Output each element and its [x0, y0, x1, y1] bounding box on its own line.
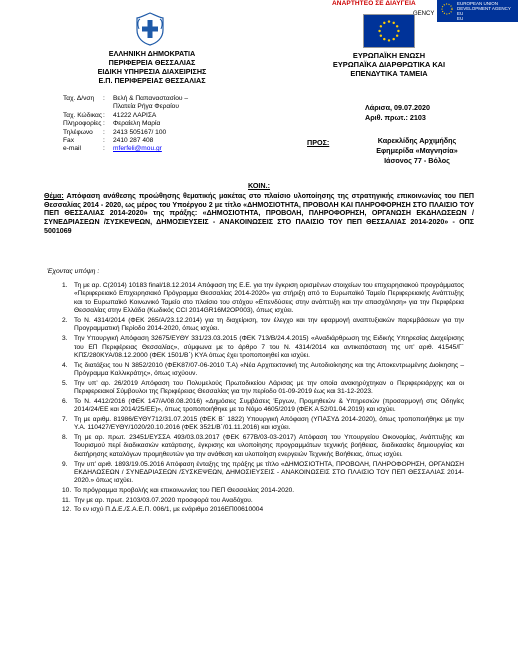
protocol-number: Αριθ. πρωτ.: 2103 [365, 113, 426, 122]
recipient-block [357, 136, 477, 166]
diavgeia-stamp: ΑΝΑΡΤΗΤΕΟ ΣΕ ΔΙΑΥΓΕΙΑ [332, 0, 416, 7]
list-item [62, 497, 464, 505]
colon: : [103, 111, 105, 119]
eu-star-icon [388, 39, 390, 41]
list-item-text: Το Ν. 4412/2016 (ΦΕΚ 147/Α/08.08.2016) «Δημόσιες Συμβάσεις Έργων, Προμηθειών & Υπηρεσιών (προσαρμογή στις Οδηγίες 2014/24/ΕΕ και 2014/25/ΕΕ)», όπως τροποποιήθηκε με το Νόμο 4605/2019 (ΦΕΚ Α 52/01.04.2019) και ισχύει. [74, 397, 464, 414]
list-item-text: Το εν ισχύ Π.Δ.Ε./Σ.Α.Ε.Π. 006/1, με ενάριθμο 2016ΕΠ00610004 [74, 506, 264, 514]
contact-label: Ταχ. Δ/νση [63, 95, 95, 102]
eu-stars-icon [439, 2, 455, 16]
eu-star-icon [380, 34, 382, 36]
recipient-line: Καρεκλίδης Αρχιμήδης [377, 136, 457, 145]
eu-star-icon [378, 30, 380, 32]
subject-label: Θέμα: [44, 192, 64, 200]
recipient-line: Ιάσονος 77 - Βόλος [384, 156, 450, 165]
eu-agency-text-line: EU [457, 11, 464, 16]
list-item [62, 335, 464, 360]
list-item-text: Τη με αρ. πρωτ. 23451/ΕΥΣΣΑ 493/03.03.2017 (ΦΕΚ 677Β/03-03-2017) Απόφαση του Υπουργείου Οικονομίας, Ανάπτυξης και Τουρισμού περί διαδικασιών κατάρτισης, έγκρισης και υλοποίησης προγραμμάτων τεχνικής βοήθειας, διαδικασίες δημιουργίας και διατήρησης καταλόγων προμηθευτών για την ανάθεση και υλοποίηση ενεργειών Τεχνικής Βοήθειας, όπως ισχύει. [74, 434, 464, 458]
list-item [62, 380, 464, 397]
contact-row [63, 129, 188, 137]
list-item-text: Τις διατάξεις του Ν 3852/2010 (ΦΕΚ87/07-06-2010 Τ.Α) «Νέα Αρχιτεκτονική της Αυτοδιοίκησης και της Αποκεντρωμένης Διοίκησης – Πρόγραμμα Καλλικράτης», όπως ισχύουν. [74, 361, 464, 378]
considering-label: Έχοντας υπόψη : [47, 268, 100, 275]
eu-agency-text-line: EU [457, 26, 464, 31]
list-item-text: Την υπ’ αρ. 26/2019 Απόφαση του Πολυμελούς Πρωτοδικείου Λάρισας με την οποία ανακηρύχτηκαν ο Περιφερειάρχης και οι Περιφερειακοί Σύμβουλοι της Περιφέρειας Θεσσαλίας για την περίοδο 01-09-2019 έως και 31-12-2023. [74, 379, 464, 396]
contact-label [63, 103, 103, 111]
list-item-number: 11. [62, 496, 71, 504]
place-date: Λάρισα, 09.07.2020 [365, 103, 430, 112]
contact-value: Φεραίελη Μαρία [113, 120, 161, 128]
eu-star-icon [396, 25, 398, 27]
contact-label: e-mail [63, 145, 81, 153]
eu-star-icon [397, 30, 399, 32]
contact-value: 2410 287 408 [113, 137, 154, 145]
recipient-label: ΠΡΟΣ: [307, 138, 330, 147]
eu-star-icon [396, 34, 398, 36]
list-item [62, 317, 464, 334]
eu-header [303, 51, 475, 78]
list-item-number: 5. [62, 379, 68, 387]
colon: : [103, 137, 105, 145]
considerations-list [62, 282, 464, 516]
contact-label: Τηλέφωνο [63, 128, 93, 136]
agency-label: GENCY [413, 11, 435, 17]
contact-value: 41222 ΛΑΡΙΣΑ [113, 111, 157, 119]
eu-header-line: ΕΥΡΩΠΑΪΚΗ ΕΝΩΣΗ [352, 51, 426, 60]
eu-header-line: ΕΥΡΩΠΑΪΚΑ ΔΙΑΡΘΡΩΤΙΚΑ ΚΑΙ [332, 60, 446, 69]
eu-star-icon [392, 22, 394, 24]
list-item [62, 362, 464, 379]
email-link[interactable]: mferfeli@mou.gr [113, 145, 162, 153]
eu-agency-text-line: DEVELOPMENT AGENCY [457, 6, 511, 11]
list-item [62, 282, 464, 316]
list-item-number: 8. [62, 434, 68, 442]
list-item-text: Το Ν. 4314/2014 (ΦΕΚ 265/Α/23.12.2014) για τη διαχείριση, τον έλεγχο και την εφαρμογή αναπτυξιακών παρεμβάσεων για την Προγραμματική Περίοδο 2014-2020, όπως ισχύει. [74, 317, 464, 333]
date-block [365, 103, 430, 123]
issuer-line: Ε.Π. ΠΕΡΙΦΕΡΕΙΑΣ ΘΕΣΣΑΛΙΑΣ [98, 76, 206, 85]
eu-agency-text-line: EU [457, 21, 464, 26]
issuer-line: ΕΙΔΙΚΗ ΥΠΗΡΕΣΙΑ ΔΙΑΧΕΙΡΙΣΗΣ [97, 67, 207, 76]
list-item [62, 434, 464, 459]
list-item-text: Τη με αρ. C(2014) 10183 final/18.12.2014 Απόφαση της Ε.Ε. για την έγκριση ορισμένων στοιχείων του επιχειρησιακού προγράμματος «Περιφερειακό Επιχειρησιακό Πρόγραμμα Θεσσαλίας 2014-2020» για στήριξη από το Ευρωπαϊκό Ταμείο Περιφερειακής Ανάπτυξης και το Ευρωπαϊκό Κοινωνικό Ταμείο στο πλαίσιο του στόχου «Επενδύσεις στην ανάπτυξη και την απασχόληση» για την Περιφέρεια Θεσσαλίας στην Ελλάδα (Κωδικός CCI 2014GR16M2OP003), όπως ισχύει. [74, 282, 464, 315]
list-item-number: 7. [62, 415, 68, 423]
list-item-text: Την με αρ. πρωτ. 2103/03.07.2020 προσφορά του Αναδόχου. [74, 496, 253, 504]
eu-star-icon [388, 20, 390, 22]
greek-emblem-icon [133, 12, 167, 46]
list-item [62, 487, 464, 495]
contact-label: Ταχ. Κώδικας [63, 111, 103, 119]
colon: : [103, 95, 105, 102]
subject-block [44, 192, 474, 236]
colon [103, 103, 113, 111]
contact-row [63, 137, 188, 145]
issuer-line: ΠΕΡΙΦΕΡΕΙΑ ΘΕΣΣΑΛΙΑΣ [108, 58, 196, 67]
contact-row [63, 145, 188, 153]
contact-value: 2413 505167/ 100 [113, 128, 167, 136]
list-item-number: 4. [62, 361, 68, 369]
list-item [62, 416, 464, 433]
list-item-text: Το πρόγραμμα προβολής και επικοινωνίας του ΠΕΠ Θεσσαλίας 2014-2020. [74, 487, 295, 495]
contact-value: Βελή & Παπαναστασίου – [113, 95, 189, 102]
eu-header-line: ΕΠΕΝΔΥΤΙΚΑ ΤΑΜΕΙΑ [350, 69, 428, 78]
list-item-number: 6. [62, 397, 68, 405]
issuer-line: ΕΛΛΗΝΙΚΗ ΔΗΜΟΚΡΑΤΙΑ [108, 49, 196, 58]
colon: : [103, 120, 105, 128]
list-item [62, 461, 464, 486]
contact-row [63, 103, 188, 111]
contact-row [63, 112, 188, 120]
eu-star-icon [380, 25, 382, 27]
contact-value: Πλατεία Ρήγα Φεραίου [113, 103, 179, 111]
list-item-text: Την Υπουργική Απόφαση 32675/ΕΥΘΥ 331/23.03.2015 (ΦΕΚ 713/Β/24.4.2015) «Αναδιάρθρωση της Ειδικής Υπηρεσίας Διαχείρισης του ΕΠ Περιφέρειας Θεσσαλίας», σύμφωνα με το άρθρο 7 του Ν. 4314/2014 και αντικατάσταση της υπ’ αριθ. 41545/Γ΄ ΚΠΣ/280ΚΥΑ/08.12.2000 (ΦΕΚ 1501/Β΄) ΚΥΑ όπως έχει τροποποιηθεί και ισχύει. [74, 335, 464, 359]
eu-star-icon [383, 22, 385, 24]
list-item-text: Τη με αριθμ. 81986/ΕΥΘΥ712/31.07.2015 (ΦΕΚ Β΄ 1822) Υπουργική Απόφαση (ΥΠΑΣΥΔ 2014-2020), όπως τροποποιήθηκε με την Υ.Α. 110427/ΕΥΘΥ/1020/20.10.2016 (ΦΕΚ 3521/Β΄/01.11.2016) και ισχύει. [74, 415, 464, 432]
list-item-number: 1. [62, 282, 68, 289]
list-item-number: 10. [62, 487, 72, 495]
contact-label: Fax [63, 137, 74, 145]
list-item-number: 9. [62, 460, 68, 468]
contact-info [63, 95, 188, 154]
list-item [62, 506, 464, 514]
list-item-number: 3. [62, 335, 68, 343]
eu-agency-logo [437, 0, 518, 31]
eu-star-icon [392, 38, 394, 40]
list-item-number: 2. [62, 317, 68, 324]
eu-star-icon [383, 38, 385, 40]
list-item-number: 12. [62, 506, 72, 514]
contact-row [63, 120, 188, 128]
eu-agency-text [457, 1, 511, 31]
eu-agency-text-line: EU [457, 16, 464, 21]
subject-text: Απόφαση ανάθεσης προώθησης θεματικής μακέτας στο πλαίσιο υλοποίησης της στρατηγικής επικοινωνίας του ΠΕΠ Θεσσαλίας 2014 - 2020, ως μέρος του Υποέργου 2 με τίτλο «ΔΗΜΟΣΙΟΤΗΤΑ, ΠΡΟΒΟΛΗ ΚΑΙ ΠΛΗΡΟΦΟΡΗΣΗ ΣΤΟ ΠΛΑΙΣΙΟ ΤΟΥ ΠΕΠ ΘΕΣΣΑΛΙΑΣ 2014-2020» της πράξης: «ΔΗΜΟΣΙΟΤΗΤΑ, ΠΡΟΒΟΛΗ, ΠΛΗΡΟΦΟΡΗΣΗ, ΟΡΓΑΝΩΣΗ ΕΚΔΗΛΩΣΕΩΝ / ΣΥΝΕΔΡΙΑΣΕΩΝ /ΣΥΣΚΕΨΕΩΝ, ΔΗΜΟΣΙΕΥΣΕΙΣ - ΑΝΑΚΟΙΝΩΣΕΙΣ ΣΤΟ ΠΛΑΙΣΙΟ ΤΟΥ ΠΕΠ ΘΕΣΣΑΛΙΑΣ 2014-2020» - ΟΠΣ 5001069 [44, 192, 474, 235]
eu-agency-text-line: EUROPEAN UNION [457, 1, 499, 6]
contact-label: Πληροφορίες [63, 120, 102, 128]
issuer-header [82, 49, 222, 85]
list-item [62, 398, 464, 415]
cc-label: ΚΟΙΝ.: [247, 181, 271, 190]
list-item-text: Την υπ’ αριθ. 1893/19.05.2016 Απόφαση ένταξης της πράξης με τίτλο «ΔΗΜΟΣΙΟΤΗΤΑ, ΠΡΟΒΟΛΗ, ΠΛΗΡΟΦΟΡΗΣΗ, ΟΡΓΑΝΩΣΗ ΕΚΔΗΛΩΣΕΩΝ / ΣΥΝΕΔΡΙΑΣΕΩΝ /ΣΥΣΚΕΨΕΩΝ, ΔΗΜΟΣΙΕΥΣΕΙΣ - ΑΝΑΚΟΙΝΩΣΕΙΣ ΣΤΟ ΠΛΑΙΣΙΟ ΤΟΥ ΠΕΠ ΘΕΣΣΑΛΙΑΣ 2014-2020.» όπως ισχύει. [74, 460, 464, 485]
recipient-line: Εφημερίδα «Μαγνησία» [376, 146, 458, 155]
colon: : [103, 145, 105, 153]
eu-flag-icon [363, 14, 415, 48]
colon: : [103, 128, 105, 136]
